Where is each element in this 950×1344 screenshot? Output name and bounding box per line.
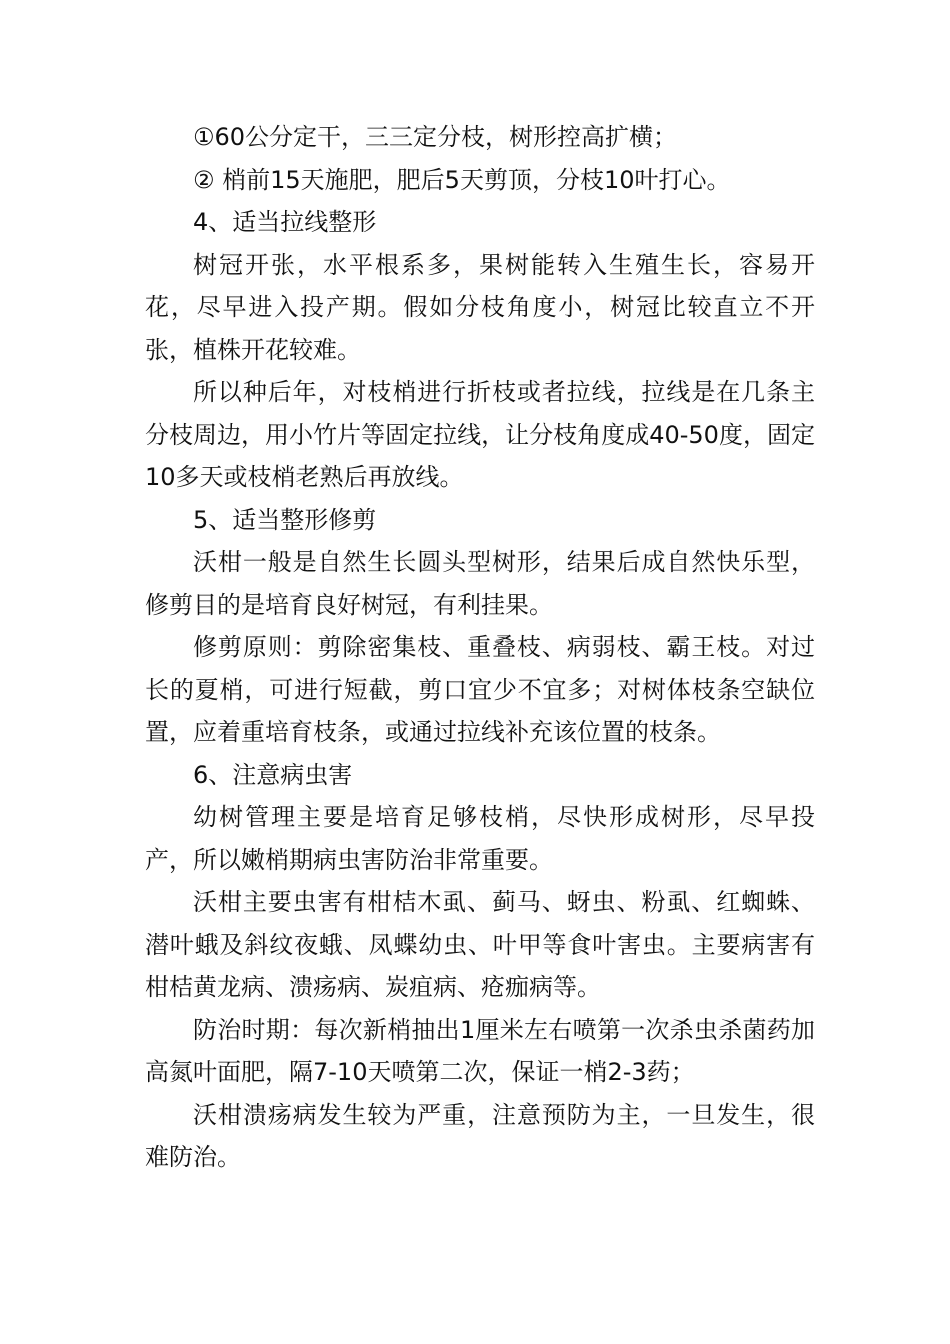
paragraph-tree-shape: 沃柑一般是自然生长圆头型树形，结果后成自然快乐型，修剪目的是培育良好树冠，有利挂果。 — [145, 548, 815, 619]
paragraph-crown-spread: 树冠开张，水平根系多，果树能转入生殖生长，容易开花，尽早进入投产期。假如分枝角度小，树冠比较直立不开张，植株开花较难。 — [145, 250, 815, 364]
document-body — [145, 116, 815, 1179]
paragraph-pruning-principles: 修剪原则：剪除密集枝、重叠枝、病弱枝、霸王枝。对过长的夏梢，可进行短截，剪口宜少不宜多；对树体枝条空缺位置，应着重培育枝条，或通过拉线补充该位置的枝条。 — [145, 633, 815, 746]
section-heading-4: 4、适当拉线整形 — [193, 208, 377, 236]
paragraph-young-tree-management: 幼树管理主要是培育足够枝梢，尽快形成树形，尽早投产，所以嫩梢期病虫害防治非常重要。 — [145, 803, 815, 874]
paragraph-control-timing: 防治时期：每次新梢抽出1厘米左右喷第一次杀虫杀菌药加高氮叶面肥，隔7-10天喷第二次，保证一梢2-3药； — [145, 1015, 815, 1086]
paragraph-pruning-rule-2: ② 梢前15天施肥，肥后5天剪顶，分枝10叶打心。 — [193, 165, 731, 194]
paragraph-branch-pulling: 所以种后年，对枝梢进行折枝或者拉线，拉线是在几条主分枝周边，用小竹片等固定拉线，让分枝角度成40-50度，固定10多天或枝梢老熟后再放线。 — [145, 378, 815, 491]
paragraph-pests-diseases: 沃柑主要虫害有柑桔木虱、蓟马、蚜虫、粉虱、红蜘蛛、潜叶蛾及斜纹夜蛾、凤蝶幼虫、叶甲等食叶害虫。主要病害有柑桔黄龙病、溃疡病、炭疽病、疮痂病等。 — [145, 888, 815, 1001]
paragraph-pruning-rule-1: ①60公分定干，三三定分枝，树形控高扩横； — [193, 123, 678, 151]
section-heading-5: 5、适当整形修剪 — [193, 505, 377, 534]
section-heading-6: 6、注意病虫害 — [193, 760, 353, 789]
paragraph-canker-warning: 沃柑溃疡病发生较为严重，注意预防为主，一旦发生，很难防治。 — [145, 1100, 815, 1171]
